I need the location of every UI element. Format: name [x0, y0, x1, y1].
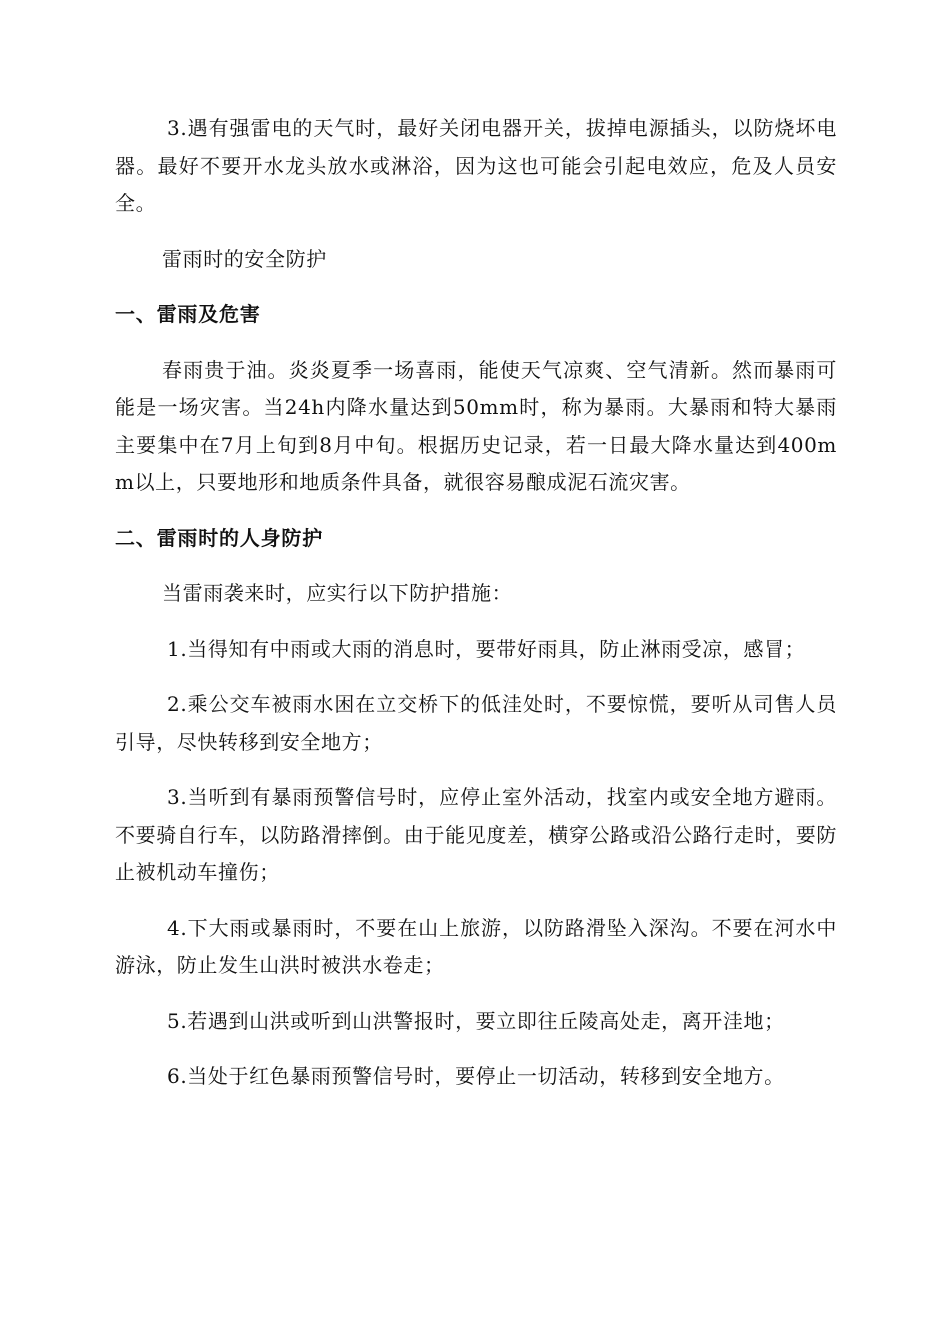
list-item: 4.下大雨或暴雨时，不要在山上旅游，以防路滑坠入深沟。不要在河水中游泳，防止发生山洪时被洪水卷走； [115, 915, 837, 977]
list-item: 2.乘公交车被雨水困在立交桥下的低洼处时，不要惊慌，要听从司售人员引导，尽快转移到安全地方； [115, 692, 837, 754]
section-2-lead: 当雷雨袭来时，应实行以下防护措施： [162, 581, 513, 605]
list-item: 6.当处于红色暴雨预警信号时，要停止一切活动，转移到安全地方。 [167, 1064, 785, 1088]
list-item: 3.当听到有暴雨预警信号时，应停止室外活动，找室内或安全地方避雨。不要骑自行车，以防路滑摔倒。由于能见度差，横穿公路或沿公路行走时，要防止被机动车撞伤； [115, 785, 837, 884]
section-2-heading: 二、雷雨时的人身防护 [115, 525, 323, 550]
section-1-body: 春雨贵于油。炎炎夏季一场喜雨，能使天气凉爽、空气清新。然而暴雨可能是一场灾害。当24h内降水量达到50mm时，称为暴雨。大暴雨和特大暴雨主要集中在7月上旬到8月中旬。根据历史记录，若一日最大降水量达到400mm以上，只要地形和地质条件具备，就很容易酿成泥石流灾害。 [115, 357, 837, 494]
intro-list-item-3: 3.遇有强雷电的天气时，最好关闭电器开关，拔掉电源插头，以防烧坏电器。最好不要开水龙头放水或淋浴，因为这也可能会引起电效应，危及人员安全。 [115, 116, 837, 215]
section-1-heading: 一、雷雨及危害 [115, 302, 261, 326]
document-title: 雷雨时的安全防护 [162, 246, 327, 271]
list-item: 5.若遇到山洪或听到山洪警报时，要立即往丘陵高处走，离开洼地； [167, 1008, 785, 1033]
list-item: 1.当得知有中雨或大雨的消息时，要带好雨具，防止淋雨受凉，感冒； [167, 636, 806, 661]
document-page [115, 110, 837, 1114]
